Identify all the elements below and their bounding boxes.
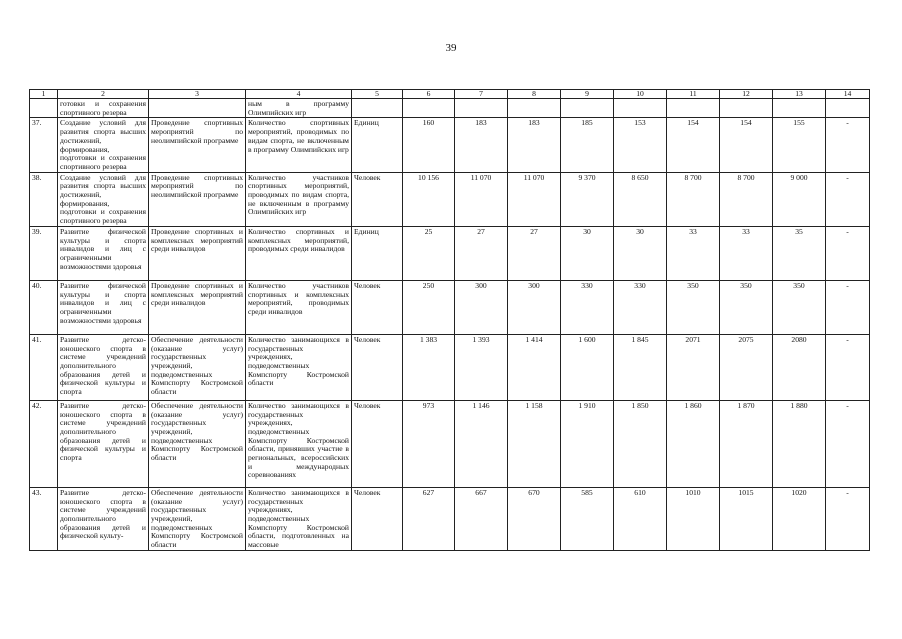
activity-cell: Проведение спортивных и комплексных мероприятий среди инвалидов	[149, 280, 246, 334]
value-cell: -	[826, 487, 870, 550]
direction-cell: Создание условий для развития спорта высших достижений, формирования, подготовки и сохранения спортивного резерва	[58, 172, 149, 226]
page-number: 39	[445, 42, 457, 54]
row-number: 40.	[30, 280, 58, 334]
unit-cell: Человек	[352, 487, 403, 550]
value-cell: 1 880	[773, 400, 826, 487]
value-cell: 27	[508, 226, 561, 280]
value-cell: 9 000	[773, 172, 826, 226]
value-cell: 183	[508, 118, 561, 172]
indicator-cell: Количество спортивных и комплексных мероприятий, проводимых среди инвалидов	[246, 226, 352, 280]
value-cell: 1020	[773, 487, 826, 550]
table-header-row	[30, 90, 870, 99]
value-cell: 350	[773, 280, 826, 334]
indicators-table	[29, 89, 870, 551]
value-cell: 300	[455, 280, 508, 334]
column-header: 5	[352, 90, 403, 99]
value-cell: 2071	[667, 334, 720, 400]
value-cell: 1 850	[614, 400, 667, 487]
indicator-cell: ным в программу Олимпийских игр	[246, 99, 352, 118]
value-cell: 1 158	[508, 400, 561, 487]
value-cell: 160	[403, 118, 455, 172]
unit-cell: Человек	[352, 400, 403, 487]
column-header: 6	[403, 90, 455, 99]
value-cell	[773, 99, 826, 118]
value-cell: 11 070	[455, 172, 508, 226]
value-cell: -	[826, 172, 870, 226]
value-cell: 33	[720, 226, 773, 280]
value-cell: 30	[614, 226, 667, 280]
value-cell	[561, 99, 614, 118]
column-header: 12	[720, 90, 773, 99]
value-cell: 330	[614, 280, 667, 334]
indicator-cell: Количество участников спортивных и комплексных мероприятий, проводимых среди инвалидов	[246, 280, 352, 334]
value-cell: 35	[773, 226, 826, 280]
value-cell: 33	[667, 226, 720, 280]
value-cell: 1 600	[561, 334, 614, 400]
value-cell: 1 860	[667, 400, 720, 487]
row-number: 42.	[30, 400, 58, 487]
value-cell: 1010	[667, 487, 720, 550]
row-number: 43.	[30, 487, 58, 550]
row-number: 39.	[30, 226, 58, 280]
column-header: 1	[30, 90, 58, 99]
row-number: 41.	[30, 334, 58, 400]
column-header: 7	[455, 90, 508, 99]
value-cell	[614, 99, 667, 118]
unit-cell: Человек	[352, 172, 403, 226]
value-cell: 25	[403, 226, 455, 280]
row-number: 38.	[30, 172, 58, 226]
activity-cell: Обеспечение деятельности (оказание услуг) государственных учреждений, подведомственных Компспорту Костромской области	[149, 334, 246, 400]
value-cell: 1 845	[614, 334, 667, 400]
direction-cell: Развитие детско-юношеского спорта в системе учреждений дополнительного образования детей и физической культуры и спорта	[58, 400, 149, 487]
column-header: 4	[246, 90, 352, 99]
activity-cell: Проведение спортивных мероприятий по неолимпийской программе	[149, 118, 246, 172]
row-number	[30, 99, 58, 118]
value-cell: -	[826, 334, 870, 400]
column-header: 9	[561, 90, 614, 99]
value-cell: -	[826, 118, 870, 172]
value-cell: 1 146	[455, 400, 508, 487]
value-cell: 2080	[773, 334, 826, 400]
value-cell: 670	[508, 487, 561, 550]
value-cell: 8 700	[720, 172, 773, 226]
value-cell: 250	[403, 280, 455, 334]
table-row	[30, 118, 870, 172]
activity-cell	[149, 99, 246, 118]
value-cell: 1015	[720, 487, 773, 550]
value-cell: 8 650	[614, 172, 667, 226]
value-cell: 350	[720, 280, 773, 334]
value-cell: -	[826, 226, 870, 280]
unit-cell: Единиц	[352, 226, 403, 280]
value-cell: 1 414	[508, 334, 561, 400]
value-cell: 8 700	[667, 172, 720, 226]
value-cell: 183	[455, 118, 508, 172]
column-header: 10	[614, 90, 667, 99]
column-header: 14	[826, 90, 870, 99]
table-row	[30, 280, 870, 334]
value-cell	[455, 99, 508, 118]
unit-cell: Человек	[352, 280, 403, 334]
table-row	[30, 99, 870, 118]
value-cell: 27	[455, 226, 508, 280]
table-row	[30, 172, 870, 226]
value-cell	[403, 99, 455, 118]
row-number: 37.	[30, 118, 58, 172]
indicator-cell: Количество участников спортивных мероприятий, проводимых по видам спорта, не включенным в программу Олимпийских игр	[246, 172, 352, 226]
value-cell: 2075	[720, 334, 773, 400]
column-header: 11	[667, 90, 720, 99]
value-cell: 667	[455, 487, 508, 550]
value-cell: 1 870	[720, 400, 773, 487]
value-cell	[508, 99, 561, 118]
unit-cell	[352, 99, 403, 118]
value-cell: 330	[561, 280, 614, 334]
value-cell	[826, 99, 870, 118]
column-header: 8	[508, 90, 561, 99]
activity-cell: Проведение спортивных мероприятий по неолимпийской программе	[149, 172, 246, 226]
unit-cell: Человек	[352, 334, 403, 400]
value-cell: 973	[403, 400, 455, 487]
direction-cell: Развитие физической культуры и спорта инвалидов и лиц с ограниченными возможностями здоровья	[58, 280, 149, 334]
activity-cell: Проведение спортивных и комплексных мероприятий среди инвалидов	[149, 226, 246, 280]
value-cell: 154	[667, 118, 720, 172]
value-cell: -	[826, 400, 870, 487]
table-row	[30, 400, 870, 487]
value-cell: 627	[403, 487, 455, 550]
value-cell: 30	[561, 226, 614, 280]
direction-cell: Развитие детско-юношеского спорта в системе учреждений дополнительного образования детей и физической культу-	[58, 487, 149, 550]
table-row	[30, 226, 870, 280]
column-header: 2	[58, 90, 149, 99]
column-header: 13	[773, 90, 826, 99]
indicator-cell: Количество занимающихся в государственных учреждениях, подведомственных Компспорту Костромской области, принявших участие в региональных, всероссийских и международных соревнованиях	[246, 400, 352, 487]
value-cell: 300	[508, 280, 561, 334]
unit-cell: Единиц	[352, 118, 403, 172]
table-row	[30, 334, 870, 400]
activity-cell: Обеспечение деятельности (оказание услуг) государственных учреждений, подведомственных Компспорту Костромской области	[149, 400, 246, 487]
value-cell: 1 910	[561, 400, 614, 487]
value-cell: 350	[667, 280, 720, 334]
value-cell: 153	[614, 118, 667, 172]
value-cell: 11 070	[508, 172, 561, 226]
direction-cell: готовки и сохранения спортивного резерва	[58, 99, 149, 118]
activity-cell: Обеспечение деятельности (оказание услуг) государственных учреждений, подведомственных Компспорту Костромской области	[149, 487, 246, 550]
value-cell: -	[826, 280, 870, 334]
indicator-cell: Количество спортивных мероприятий, проводимых по видам спорта, не включенным в программу Олимпийских игр	[246, 118, 352, 172]
value-cell: 185	[561, 118, 614, 172]
value-cell: 585	[561, 487, 614, 550]
indicator-cell: Количество занимающихся в государственных учреждениях, подведомственных Компспорту Костромской области	[246, 334, 352, 400]
value-cell	[667, 99, 720, 118]
value-cell: 154	[720, 118, 773, 172]
indicator-cell: Количество занимающихся в государственных учреждениях, подведомственных Компспорту Костромской области, подготовленных на массовые	[246, 487, 352, 550]
column-header: 3	[149, 90, 246, 99]
direction-cell: Развитие детско-юношеского спорта в системе учреждений дополнительного образования детей и физической культуры и спорта	[58, 334, 149, 400]
direction-cell: Развитие физической культуры и спорта инвалидов и лиц с ограниченными возможностями здоровья	[58, 226, 149, 280]
value-cell: 155	[773, 118, 826, 172]
value-cell: 1 383	[403, 334, 455, 400]
table-row	[30, 487, 870, 550]
value-cell: 610	[614, 487, 667, 550]
value-cell	[720, 99, 773, 118]
direction-cell: Создание условий для развития спорта высших достижений, формирования, подготовки и сохранения спортивного резерва	[58, 118, 149, 172]
value-cell: 1 393	[455, 334, 508, 400]
value-cell: 10 156	[403, 172, 455, 226]
value-cell: 9 370	[561, 172, 614, 226]
